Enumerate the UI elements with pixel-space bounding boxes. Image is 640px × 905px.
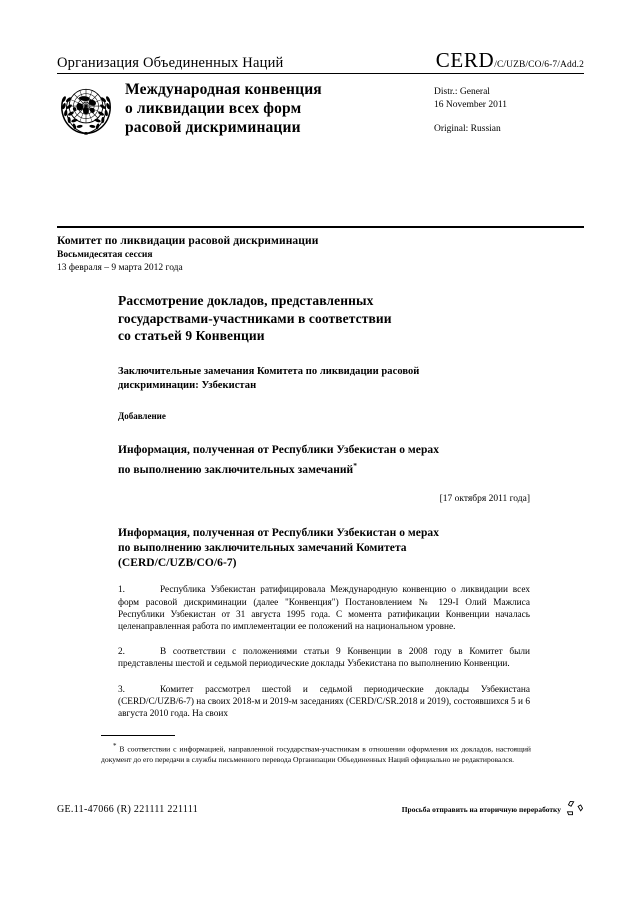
convention-title bbox=[125, 78, 430, 137]
masthead-top-row bbox=[57, 48, 584, 70]
recycle-icon bbox=[564, 800, 584, 818]
paragraph-3 bbox=[118, 684, 530, 721]
footnote-block bbox=[101, 735, 531, 765]
organization-name: Организация Объединенных Наций bbox=[57, 55, 284, 71]
distribution-spacer bbox=[434, 112, 584, 123]
distribution-label: Distr.: General bbox=[434, 87, 490, 97]
convention-title-line-1: Международная конвенция bbox=[125, 81, 322, 98]
document-code: GE.11-47066 (R) 221111 221111 bbox=[57, 803, 199, 815]
committee-dates: 13 февраля – 9 марта 2012 года bbox=[57, 263, 183, 273]
paragraph-3-text: Комитет рассмотрел шестой и седьмой периодические доклады Узбекистана (CERD/C/UZB/6-7) на своих 2018-м и 2019-м заседаниях (CERD/C/SR.2018 и 2019), состоявшихся 5 и 6 августа 2010 года. На своих bbox=[118, 684, 530, 719]
concluding-observations-heading bbox=[118, 365, 530, 393]
footnote-separator bbox=[101, 735, 175, 736]
title-row bbox=[57, 78, 584, 138]
un-emblem-icon bbox=[57, 80, 115, 138]
information-heading-2-line-1: Информация, полученная от Республики Узбекистан о мерах bbox=[118, 527, 440, 540]
paragraph-3-number: 3. bbox=[118, 684, 125, 695]
information-heading-line-2-text: по выполнению заключительных замечаний bbox=[118, 463, 354, 476]
masthead-rule bbox=[57, 73, 584, 74]
body-column bbox=[118, 292, 530, 720]
section-rule bbox=[57, 226, 584, 228]
paragraph-1-text: Республика Узбекистан ратифицировала Международную конвенцию о ликвидации всех форм расовой дискриминации (далее "Конвенция") Постановлением № 129-I Олий Мажлиса Республики Узбекистан от 31 августа 1995 года. С момента ратификации Конвенции началась целенаправленная работа по имплементации ее положений на национальном уровне. bbox=[118, 585, 530, 632]
information-heading-2 bbox=[118, 526, 530, 571]
submission-date: [17 октября 2011 года] bbox=[439, 494, 530, 505]
recycle-text: Просьба отправить на вторичную переработку bbox=[401, 804, 561, 814]
information-heading bbox=[118, 443, 530, 478]
addendum-heading: Добавление bbox=[118, 410, 166, 421]
footnote-marker: * bbox=[113, 742, 117, 750]
page-title-line-3: со статьей 9 Конвенции bbox=[118, 328, 265, 343]
paragraph-2-text: В соответствии с положениями статьи 9 Конвенции в 2008 году в Комитет были представлены шестой и седьмой периодические доклады Узбекистана по выполнению Конвенции. bbox=[118, 647, 530, 670]
masthead bbox=[57, 48, 584, 74]
paragraph-2 bbox=[118, 646, 530, 670]
committee-session: Восьмидесятая сессия bbox=[57, 250, 153, 260]
paragraph-1-number: 1. bbox=[118, 585, 125, 596]
convention-title-line-3: расовой дискриминации bbox=[125, 119, 301, 136]
page-title-line-2: государствами-участниками в соответствии bbox=[118, 310, 392, 326]
original-language: Original: Russian bbox=[434, 124, 501, 134]
recycle-notice bbox=[402, 800, 584, 818]
page-title-line-1: Рассмотрение докладов, представленных bbox=[118, 293, 374, 308]
committee-block bbox=[57, 234, 584, 275]
footnote-reference-marker: * bbox=[353, 460, 358, 470]
page-title bbox=[118, 292, 530, 345]
document-symbol bbox=[436, 48, 584, 73]
concluding-observations-line-2: дискриминации: Узбекистан bbox=[118, 379, 257, 391]
paragraph-2-number: 2. bbox=[118, 647, 125, 658]
concluding-observations-line-1: Заключительные замечания Комитета по ликвидации расовой bbox=[118, 365, 420, 377]
distribution-block bbox=[434, 78, 584, 136]
document-symbol-main: CERD bbox=[435, 48, 495, 72]
committee-name: Комитет по ликвидации расовой дискриминации bbox=[57, 235, 319, 247]
information-heading-line-2 bbox=[118, 458, 530, 478]
footnote bbox=[101, 741, 531, 765]
distribution-date: 16 November 2011 bbox=[434, 100, 507, 110]
convention-title-line-2: о ликвидации всех форм bbox=[125, 100, 302, 117]
footnote-text: В соответствии с информацией, направленной государствам-участникам в отношении оформления их докладов, настоящий документ до его передачи в службы письменного перевода Организации Объединенных Наций официально не редактировался. bbox=[101, 744, 532, 764]
paragraph-1 bbox=[118, 584, 530, 633]
information-heading-2-line-3: (CERD/C/UZB/CO/6-7) bbox=[118, 557, 237, 570]
page-footer bbox=[57, 800, 584, 818]
information-heading-line-1: Информация, полученная от Республики Узбекистан о мерах bbox=[118, 443, 440, 456]
document-symbol-suffix: /C/UZB/CO/6-7/Add.2 bbox=[494, 60, 584, 70]
information-heading-2-line-2: по выполнению заключительных замечаний Комитета bbox=[118, 542, 407, 555]
